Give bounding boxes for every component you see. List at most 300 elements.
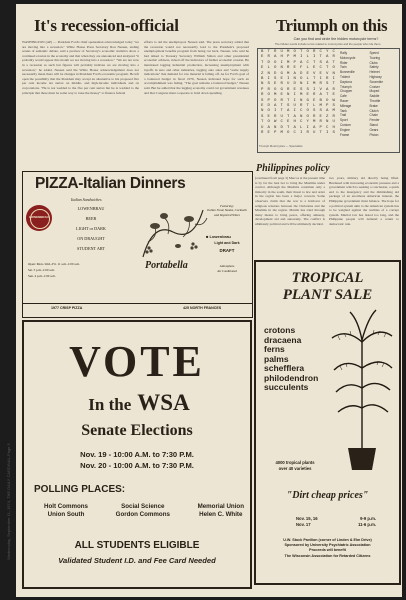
date-1: Nov. 19 - 10:00 A.M. to 7:30 P.M. — [80, 450, 194, 459]
grid-letter: M — [300, 93, 303, 98]
word-list-item: Clutch — [369, 108, 379, 113]
grid-letter: C — [306, 60, 309, 65]
grid-letter: D — [267, 60, 270, 65]
in-the-label: In the — [88, 395, 132, 414]
triumph-note: The hidden words include terms related to motorcycles and the people who ride them. — [274, 42, 382, 46]
grid-letter: U — [280, 114, 283, 119]
grid-letter: A — [293, 114, 296, 119]
grid-letter: A — [319, 93, 322, 98]
grid-letter: I — [313, 55, 316, 60]
grid-letter: I — [293, 98, 296, 103]
grid-letter: U — [313, 131, 316, 136]
word-list-item: Trident — [340, 74, 350, 79]
polling-place: Gordon Commons — [115, 510, 170, 518]
validated-note: Validated Student I.D. and Fee Card Needed — [58, 556, 216, 565]
grid-letter: M — [280, 131, 283, 136]
plant-item: crotons — [264, 325, 296, 335]
grid-letter: T — [326, 66, 329, 71]
grid-letter: P — [287, 55, 290, 60]
grid-letter: B — [319, 98, 322, 103]
grid-letter: C — [319, 66, 322, 71]
grid-letter: A — [300, 60, 303, 65]
polling-place: Helen C. White — [199, 510, 243, 518]
grid-letter: E — [261, 104, 264, 109]
grid-letter: A — [274, 55, 277, 60]
grid-letter: M — [287, 50, 290, 54]
grid-letter: N — [261, 109, 264, 114]
polling-places — [44, 503, 244, 518]
grid-letter: R — [326, 77, 329, 82]
grid-letter: S — [261, 98, 264, 103]
grid-letter: T — [326, 93, 329, 98]
grid-letter: A — [326, 109, 329, 114]
count-note-2: over 40 varieties — [278, 466, 312, 471]
grid-letter: D — [267, 104, 270, 109]
word-list-item: Trail — [340, 113, 347, 118]
vine-illustration-icon — [133, 202, 211, 264]
word-list-item: Tank — [340, 108, 347, 113]
grid-letter: I — [326, 131, 329, 136]
word-list-item: Helmet — [369, 70, 380, 75]
newspaper-page — [16, 4, 402, 597]
pizza-subtitle: Italian Sandwiches — [71, 197, 102, 202]
tropical-title: TROPICAL — [291, 270, 364, 286]
philippines-col-2: two years, military aid directly being lifted. Burdened with increasing economic pressure and a government which is seeking a conclusion, a quick end to the insurgency and the diminishing aid package of an enormous American interest, the Philippine government must balance. The hope for a political system akin to the American system has to be weighed against the realities of a corrupt system. Martial law has lasted too long, and the Philippine people will demand a return to democratic rule. — [329, 176, 399, 226]
grid-letter: P — [319, 125, 322, 130]
recession-col-1: WASHINGTON (AP) — President Ford's chief spokesman acknowledged today "we are moving into a recession." White House Press Secretary Ron Nessen, ending weeks of semantic debate, said a preview of Secretary's economic statistics show a continued erosion in the economy and that when they are announced and analyzed "it probably would appear this month we are moving into a recession." "We are not now in a recession as such but figures will probably indicate we are moving into a recession," he added. Nessen said the White House acknowledgement does not necessarily mean there will be changes in President Ford's economic program. He left open the possibility that the President may accept an alternative to his proposed five per cent income tax surtax on middle- and high-income individuals and on corporations. "He is not wedded to the five per cent surtax but he is wedded to the principle that there must be some way to raise the money" to finance federal — [22, 40, 139, 95]
grid-letter: E — [261, 66, 264, 71]
grid-letter: A — [287, 109, 290, 114]
hours-line: Open: Mon.-Wed.-Fri. 11 a.m.-1:00 a.m. — [28, 262, 80, 266]
grid-letter: G — [280, 87, 283, 92]
plant-item: schefflera — [264, 363, 305, 373]
grid-letter: M — [313, 120, 316, 125]
senate-elections: Senate Elections — [81, 422, 193, 439]
grid-letter: P — [274, 131, 277, 136]
polling-column — [44, 503, 88, 518]
plant-sale-title: PLANT SALE — [282, 287, 373, 303]
page-spine-text: Wednesday, September 11, 1974, THE DAILY CARDINAL-Page 5 — [6, 443, 11, 560]
polling-place: Holt Commons — [44, 503, 88, 510]
grid-letter: M — [319, 104, 322, 109]
grid-letter: N — [332, 71, 335, 76]
portabella-logo: Portabella — [145, 260, 188, 271]
grid-letter: T — [261, 60, 264, 65]
featuring-block — [205, 204, 249, 217]
grid-letter: D — [280, 125, 283, 130]
grid-letter: T — [319, 131, 322, 136]
grid-letter: C — [319, 50, 322, 54]
featuring-label: Featuring: — [220, 204, 234, 208]
grid-letter: I — [306, 82, 309, 87]
grid-letter: I — [313, 87, 316, 92]
grid-letter: R — [313, 114, 316, 119]
grid-letter: U — [293, 104, 296, 109]
grid-letter: D — [293, 82, 296, 87]
plant-item: dracaena — [264, 334, 302, 345]
grid-letter: E — [313, 66, 316, 71]
polling-title: POLLING PLACES: — [34, 484, 126, 495]
word-list-item: Motorcycle — [340, 55, 356, 60]
grid-letter: R — [313, 93, 316, 98]
grid-letter: Y — [326, 50, 329, 54]
grid-letter: R — [261, 131, 264, 136]
grid-letter: A — [326, 55, 329, 60]
grid-letter: E — [280, 77, 283, 82]
footer-line-3: Proceeds will benefit — [309, 548, 346, 553]
grid-letter: R — [261, 93, 264, 98]
grid-letter: S — [313, 109, 316, 114]
palm-plant-icon — [328, 308, 396, 473]
grid-letter: R — [280, 82, 283, 87]
grid-letter: R — [332, 55, 335, 60]
grid-letter: N — [300, 98, 303, 103]
grid-letter: L — [300, 125, 303, 130]
word-list-item: Clubs — [369, 60, 378, 65]
grid-letter: O — [274, 87, 277, 92]
word-list-item: Gears — [369, 127, 379, 132]
grid-letter: N — [287, 93, 290, 98]
grid-letter: G — [280, 71, 283, 76]
grid-letter: I — [274, 109, 277, 114]
grid-letter: H — [332, 125, 335, 130]
grid-letter: U — [332, 120, 335, 125]
sale-dates — [296, 516, 376, 528]
grid-letter: A — [326, 87, 329, 92]
word-list-item: Chopper — [340, 89, 353, 94]
triumph-headline: Triumph on this — [276, 16, 388, 35]
word-list-item: Brake — [369, 103, 378, 108]
grid-letter: S — [326, 82, 329, 87]
lowenbrau-badge-icon — [26, 205, 52, 231]
drink-item: ON DRAUGHT — [77, 236, 105, 241]
wsa-label: WSA — [137, 390, 190, 415]
grid-letter: T — [306, 104, 309, 109]
grid-letter: E — [293, 66, 296, 71]
grid-letter: N — [261, 82, 264, 87]
drink-item: LIGHT or DARK — [76, 226, 106, 231]
grid-letter: T — [332, 82, 335, 87]
word-list-item: Triumph — [340, 84, 352, 89]
grid-letter: C — [326, 125, 329, 130]
grid-letter: W — [332, 98, 335, 103]
plant-list — [264, 326, 334, 393]
grid-letter: L — [306, 55, 309, 60]
grid-letter: L — [306, 66, 309, 71]
grid-letter: E — [267, 114, 270, 119]
grid-letter: H — [280, 55, 283, 60]
amenity-item: Air Conditioned — [217, 269, 237, 273]
sale-date-row — [296, 522, 376, 528]
grid-letter: O — [300, 77, 303, 82]
polling-column — [198, 503, 244, 518]
grid-letter: L — [306, 77, 309, 82]
grid-letter: E — [261, 55, 264, 60]
featuring-text: Italian Food, Steaks, Cocktails and Imported Wines — [207, 208, 247, 217]
word-list-item: Custom — [340, 122, 351, 127]
grid-letter: A — [293, 125, 296, 130]
word-list-item: Daytona — [340, 79, 352, 84]
footer-line-1: U.W. Stock Pavilion (corner of Linden & Elm Drive) — [283, 538, 372, 542]
grid-letter: T — [300, 50, 303, 54]
grid-letter: M — [287, 60, 290, 65]
polling-place: Union South — [47, 510, 85, 518]
grid-letter: N — [300, 82, 303, 87]
grid-letter: L — [313, 104, 316, 109]
drink-item: BEER — [85, 216, 97, 221]
grid-letter: E — [313, 98, 316, 103]
grid-letter: C — [280, 120, 283, 125]
word-list-item: Fender — [369, 118, 380, 123]
grid-letter: R — [300, 104, 303, 109]
word-list-item: Piston — [369, 132, 379, 137]
grid-letter: S — [332, 104, 335, 109]
grid-letter: S — [287, 104, 290, 109]
grid-letter: I — [293, 109, 296, 114]
grid-letter: T — [287, 125, 290, 130]
grid-letter: R — [287, 66, 290, 71]
grid-letter: T — [287, 114, 290, 119]
grid-letter: A — [293, 71, 296, 76]
grid-letter: R — [280, 98, 283, 103]
grid-letter: N — [267, 71, 270, 76]
vote-title: VOTE — [69, 337, 205, 386]
slogan: "Dirt cheap prices" — [286, 490, 369, 501]
grid-letter: O — [306, 114, 309, 119]
grid-letter: S — [332, 131, 335, 136]
grid-letter: I — [293, 93, 296, 98]
word-list-item: Highway — [369, 74, 382, 79]
word-list-item: Moped — [369, 89, 380, 94]
grid-letter: I — [280, 60, 283, 65]
sale-hours: 9-9 p.m. — [360, 516, 376, 521]
grid-letter: N — [300, 114, 303, 119]
grid-letter: S — [300, 87, 303, 92]
grid-letter: Z — [326, 114, 329, 119]
grid-letter: B — [261, 50, 264, 54]
grid-letter: T — [280, 104, 283, 109]
grid-letter: I — [332, 77, 335, 82]
word-list-item: Scramble — [369, 79, 383, 84]
grid-letter: W — [274, 120, 277, 125]
grid-letter: N — [326, 120, 329, 125]
grid-letter: T — [313, 77, 316, 82]
grid-letter: O — [274, 66, 277, 71]
word-list-item: Safety — [369, 65, 379, 70]
word-list-item: Bonneville — [340, 70, 355, 75]
word-list-item: Cafe — [340, 94, 347, 99]
grid-letter: A — [274, 104, 277, 109]
grid-letter: E — [274, 82, 277, 87]
grid-letter: D — [274, 71, 277, 76]
grid-letter: T — [267, 50, 270, 54]
grid-letter: O — [306, 109, 309, 114]
footer-line-4: The Wisconsin Association for Retarded Citizens — [284, 553, 371, 558]
hours-line: Sun. 4 p.m.-1:00 a.m. — [28, 274, 56, 278]
pizza-footer-right: 425 NORTH FRANCES — [183, 306, 222, 310]
grid-letter: V — [319, 87, 322, 92]
grid-letter: S — [274, 77, 277, 82]
grid-letter: O — [267, 120, 270, 125]
word-list-item: Frame — [340, 132, 350, 137]
plant-item: philodendron — [264, 372, 319, 383]
pizza-title: PIZZA-Italian Dinners — [35, 175, 186, 192]
grid-letter: H — [293, 120, 296, 125]
word-list-item: Racer — [340, 98, 349, 103]
grid-letter: I — [300, 55, 303, 60]
grid-letter: C — [293, 131, 296, 136]
grid-letter: R — [267, 55, 270, 60]
grid-letter: T — [313, 60, 316, 65]
grid-letter: M — [274, 93, 277, 98]
grid-letter: E — [319, 71, 322, 76]
grid-letter: A — [313, 125, 316, 130]
amenities-list — [207, 264, 247, 274]
draft-label: DRAFT — [219, 248, 235, 253]
drink-item: LOWENBRAU — [77, 206, 105, 211]
light-dark: Light and Dark — [214, 241, 240, 245]
grid-letter: I — [267, 77, 270, 82]
word-list-item: Chain — [369, 113, 378, 118]
polling-place: Memorial Union — [197, 503, 244, 510]
grid-letter: I — [287, 77, 290, 82]
grid-letter: O — [274, 60, 277, 65]
grid-letter: O — [267, 93, 270, 98]
grid-letter: A — [267, 125, 270, 130]
grid-letter: C — [300, 120, 303, 125]
sale-hours: 11-6 p.m. — [358, 522, 376, 527]
grid-letter: R — [319, 82, 322, 87]
grid-letter: R — [267, 87, 270, 92]
plant-item: succulents — [264, 382, 309, 392]
grid-letter: E — [267, 131, 270, 136]
word-list-item: Touring — [369, 55, 380, 60]
drinks-list — [57, 204, 125, 254]
grid-letter: M — [313, 82, 316, 87]
grid-letter: R — [274, 114, 277, 119]
grid-letter: R — [313, 50, 316, 54]
grid-letter: D — [300, 71, 303, 76]
philippines-headline: Philippines policy — [256, 163, 330, 174]
grid-letter: M — [293, 55, 296, 60]
grid-letter: R — [274, 50, 277, 54]
plant-item: ferns — [264, 344, 285, 354]
grid-letter: M — [287, 71, 290, 76]
grid-letter: R — [332, 87, 335, 92]
grid-letter: T — [287, 98, 290, 103]
hours-list — [28, 261, 128, 279]
plant-sale-ad — [254, 260, 401, 585]
grid-letter: N — [293, 77, 296, 82]
sale-date: Nov. 15, 16 — [296, 516, 318, 521]
grid-letter: F — [300, 66, 303, 71]
grid-letter: V — [313, 71, 316, 76]
sale-date: Nov. 17 — [296, 522, 311, 527]
philippines-col-1: (continued from page 3) Marcos at the present time is by far the best bet to bring the Muslims under control. Although the Muslims constitute only a minority in the south, their threat to law and order in the region has been a major concern. Some observers claim that the war is a holdover of religious tensions between the Christians and the Muslims in the region. Manila has tried through many means to bring peace, offering amnesty, development aid and autonomy. The conflict is ultimately political and will be ultimately decided. — [255, 176, 325, 226]
drink-item: STUDENT ART — [77, 246, 105, 251]
grid-letter: O — [293, 50, 296, 54]
grid-letter: T — [280, 109, 283, 114]
grid-letter: R — [287, 87, 290, 92]
grid-letter: U — [280, 50, 283, 54]
word-list-item: Speed — [369, 51, 379, 55]
grid-letter: S — [319, 60, 322, 65]
grid-letter: R — [332, 114, 335, 119]
grid-letter: O — [332, 66, 335, 71]
grid-letter: N — [274, 125, 277, 130]
triumph-footer: Triumph Motorcycles — Specialists — [259, 144, 303, 148]
grid-letter: U — [261, 125, 264, 130]
grid-letter: E — [319, 114, 322, 119]
grid-letter: C — [332, 50, 335, 54]
grid-letter: L — [267, 66, 270, 71]
grid-letter: O — [287, 131, 290, 136]
triumph-subhead: Can you find and circle the hidden motorcycle terms? — [293, 37, 379, 41]
word-list-item: Stand — [369, 122, 378, 127]
grid-letter: I — [300, 131, 303, 136]
recession-col-2: efforts to aid the unemployed, Nessen said. The press secretary added that the recession would not necessarily lead to the President's proposed unemployment benefits program from being cut back. Nessen, who said he had talked to Treasury Secretary William Simon and other presidential economic advisers, ticked off the indicators of further economic erosion. He mentioned lagging industrial production, increasing unemployment with layoffs in auto and other industries, lagging auto sales and "some supply indications" that demand for raw material is falling off. As for Ford's goal of a balanced budget in fiscal 1976, Nessen indicated hope for such an accomplishment was fading. "The goal remains a balanced budget," Nessen said. But he added that the lagging economy could cut government revenues and that Congress must cooperate to hold down spending. — [144, 40, 249, 95]
grid-letter: I — [306, 125, 309, 130]
vote-ad — [22, 320, 252, 589]
word-search-list — [340, 51, 396, 145]
grid-letter: R — [319, 120, 322, 125]
hours-line: Sat. 5 p.m.-1:00 a.m. — [28, 268, 55, 272]
word-list-item: Throttle — [369, 98, 381, 103]
word-list-item: Mileage — [340, 103, 352, 108]
grid-letter: O — [267, 109, 270, 114]
grid-letter: P — [267, 98, 270, 103]
grid-letter: O — [326, 98, 329, 103]
grid-letter: M — [332, 109, 335, 114]
plant-item: palms — [264, 353, 289, 364]
grid-letter: U — [287, 82, 290, 87]
grid-letter: P — [293, 60, 296, 65]
grid-letter: O — [274, 98, 277, 103]
word-list-item: Rally — [340, 51, 348, 55]
grid-letter: S — [261, 114, 264, 119]
grid-letter: P — [326, 104, 329, 109]
word-list-item: Twin — [340, 65, 347, 70]
grid-letter: B — [261, 77, 264, 82]
word-list-item: Engine — [340, 127, 350, 132]
grid-letter: S — [319, 109, 322, 114]
grid-letter: G — [306, 98, 309, 103]
grid-letter: Z — [261, 71, 264, 76]
pizza-ad — [22, 171, 253, 318]
grid-letter: E — [332, 93, 335, 98]
in-the-wsa — [64, 390, 214, 416]
footer-line-2: Sponsored by University Psychiatric Association — [284, 543, 371, 548]
grid-letter: C — [300, 109, 303, 114]
word-list-item: Cruiser — [369, 84, 380, 89]
grid-letter: V — [326, 71, 329, 76]
word-list-item: Rider — [340, 60, 348, 65]
grid-letter: N — [280, 66, 283, 71]
grid-letter: P — [261, 87, 264, 92]
date-2: Nov. 20 - 10:00 A.M. to 7:30 P.M. — [80, 461, 194, 470]
polling-column — [116, 503, 170, 518]
grid-letter: S — [267, 82, 270, 87]
grid-letter: E — [280, 93, 283, 98]
grid-letter: T — [261, 120, 264, 125]
grid-letter: E — [306, 93, 309, 98]
count-note-1: 4000 tropical plants — [275, 460, 315, 465]
grid-letter: I — [319, 77, 322, 82]
grid-letter: T — [319, 55, 322, 60]
amenity-item: Atmosphere — [219, 264, 235, 268]
badge-text: LOWENBRAU — [29, 215, 49, 219]
grid-letter: O — [306, 50, 309, 54]
